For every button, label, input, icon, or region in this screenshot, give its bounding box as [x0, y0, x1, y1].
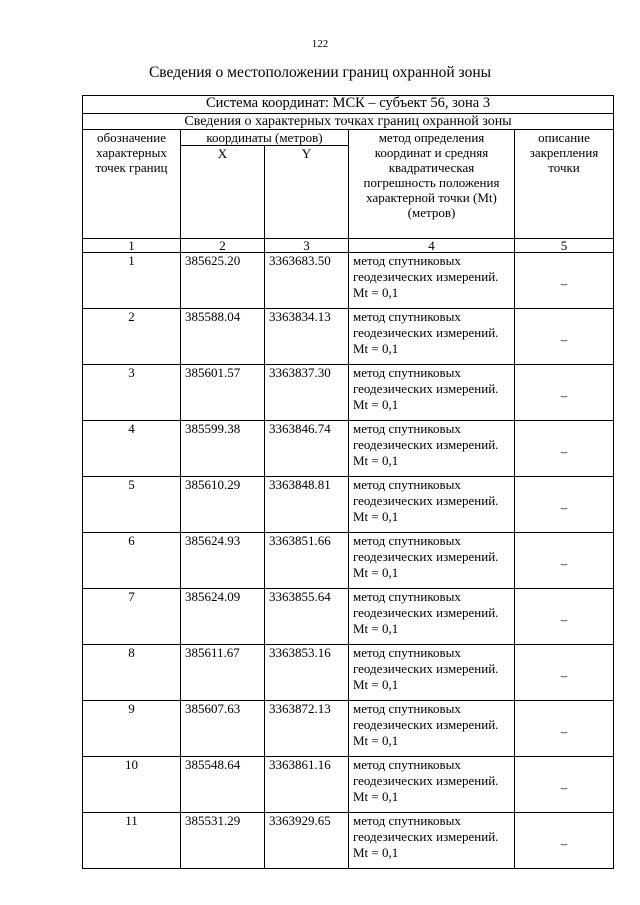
point-number: 8: [83, 645, 181, 701]
y-header: Y: [265, 146, 349, 239]
x-coordinate: 385548.64: [181, 757, 265, 813]
table-row: [83, 757, 614, 813]
method-text: метод спутниковых геодезических измерений. Mt = 0,1: [349, 645, 515, 701]
method-text: метод спутниковых геодезических измерений. Mt = 0,1: [349, 365, 515, 421]
method-text: метод спутниковых геодезических измерений. Mt = 0,1: [349, 813, 515, 869]
method-header: метод определения координат и средняя квадратическая погрешность положения характерной точки (Mt) (метров): [349, 130, 515, 239]
description-text: –: [515, 477, 614, 533]
method-text: метод спутниковых геодезических измерений. Mt = 0,1: [349, 309, 515, 365]
table-row: [83, 589, 614, 645]
y-coordinate: 3363837.30: [265, 365, 349, 421]
point-number: 9: [83, 701, 181, 757]
point-number: 11: [83, 813, 181, 869]
y-coordinate: 3363929.65: [265, 813, 349, 869]
description-text: –: [515, 757, 614, 813]
column-number: 1: [83, 239, 181, 253]
x-coordinate: 385610.29: [181, 477, 265, 533]
x-coordinate: 385624.93: [181, 533, 265, 589]
table-row: [83, 533, 614, 589]
page-number: 122: [311, 38, 329, 50]
table-row: [83, 701, 614, 757]
method-text: метод спутниковых геодезических измерений. Mt = 0,1: [349, 589, 515, 645]
coordinates-table: [82, 95, 614, 869]
column-numbers-row: [83, 239, 614, 253]
coordinates-header: координаты (метров): [181, 130, 349, 146]
table-row: [83, 813, 614, 869]
table-row: [83, 253, 614, 309]
point-number: 3: [83, 365, 181, 421]
description-text: –: [515, 309, 614, 365]
table-row: [83, 365, 614, 421]
y-coordinate: 3363683.50: [265, 253, 349, 309]
point-number: 10: [83, 757, 181, 813]
x-coordinate: 385624.09: [181, 589, 265, 645]
description-text: –: [515, 589, 614, 645]
column-number: 5: [515, 239, 614, 253]
method-text: метод спутниковых геодезических измерений. Mt = 0,1: [349, 701, 515, 757]
point-number: 4: [83, 421, 181, 477]
y-coordinate: 3363853.16: [265, 645, 349, 701]
method-text: метод спутниковых геодезических измерений. Mt = 0,1: [349, 253, 515, 309]
method-text: метод спутниковых геодезических измерений. Mt = 0,1: [349, 421, 515, 477]
column-number: 2: [181, 239, 265, 253]
description-text: –: [515, 813, 614, 869]
points-info-header: Сведения о характерных точках границ охранной зоны: [83, 114, 614, 130]
description-text: –: [515, 645, 614, 701]
x-header: X: [181, 146, 265, 239]
point-number: 6: [83, 533, 181, 589]
y-coordinate: 3363855.64: [265, 589, 349, 645]
x-coordinate: 385588.04: [181, 309, 265, 365]
table-row: [83, 477, 614, 533]
table-row: [83, 309, 614, 365]
description-text: –: [515, 701, 614, 757]
y-coordinate: 3363846.74: [265, 421, 349, 477]
method-text: метод спутниковых геодезических измерений. Mt = 0,1: [349, 757, 515, 813]
y-coordinate: 3363834.13: [265, 309, 349, 365]
y-coordinate: 3363861.16: [265, 757, 349, 813]
y-coordinate: 3363848.81: [265, 477, 349, 533]
column-number: 3: [265, 239, 349, 253]
point-number: 2: [83, 309, 181, 365]
point-number: 7: [83, 589, 181, 645]
table-row: [83, 421, 614, 477]
y-coordinate: 3363851.66: [265, 533, 349, 589]
y-coordinate: 3363872.13: [265, 701, 349, 757]
column-number: 4: [349, 239, 515, 253]
description-text: –: [515, 421, 614, 477]
x-coordinate: 385601.57: [181, 365, 265, 421]
x-coordinate: 385599.38: [181, 421, 265, 477]
description-header: описание закрепления точки: [515, 130, 614, 239]
description-text: –: [515, 533, 614, 589]
x-coordinate: 385531.29: [181, 813, 265, 869]
point-number: 5: [83, 477, 181, 533]
x-coordinate: 385625.20: [181, 253, 265, 309]
method-text: метод спутниковых геодезических измерений. Mt = 0,1: [349, 533, 515, 589]
description-text: –: [515, 253, 614, 309]
x-coordinate: 385611.67: [181, 645, 265, 701]
coordinate-system-header: Система координат: МСК – субъект 56, зона 3: [83, 96, 614, 114]
designation-header: обозначение характерных точек границ: [83, 130, 181, 239]
document-title: Сведения о местоположении границ охранной зоны: [148, 64, 492, 81]
method-text: метод спутниковых геодезических измерений. Mt = 0,1: [349, 477, 515, 533]
table-row: [83, 645, 614, 701]
description-text: –: [515, 365, 614, 421]
x-coordinate: 385607.63: [181, 701, 265, 757]
point-number: 1: [83, 253, 181, 309]
